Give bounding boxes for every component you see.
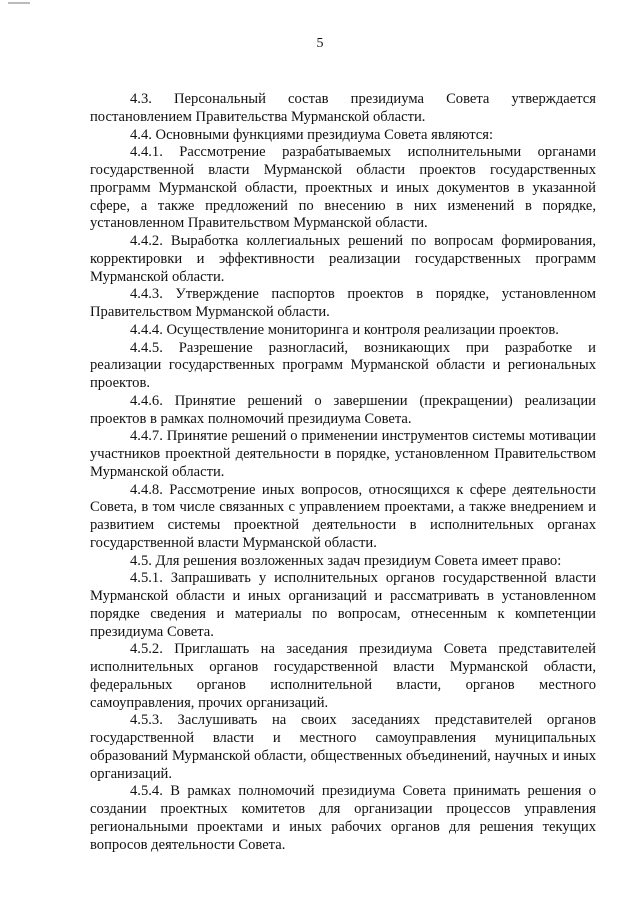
scan-artifact	[8, 2, 30, 4]
paragraph-4-4-1: 4.4.1. Рассмотрение разрабатываемых исполнительными органами государственной власти Мурманской области проектов государственных программ Мурманской области, проектных и иных документов в указанной сфере, а также предложений по внесению в них изменений в порядке, установленном Правительством Мурманской области.	[90, 144, 596, 232]
paragraph-4-4-5: 4.4.5. Разрешение разногласий, возникающих при разработке и реализации государственных программ Мурманской области и региональных проектов.	[90, 339, 596, 391]
paragraph-4-4-7: 4.4.7. Принятие решений о применении инструментов системы мотивации участников проектной деятельности в порядке, установленном Правительством Мурманской области.	[90, 428, 596, 480]
paragraph-4-5-1: 4.5.1. Запрашивать у исполнительных органов государственной власти Мурманской области и иных организаций и рассматривать в установленном порядке сведения и материалы по вопросам, отнесенным к компетенции президиума Совета.	[90, 570, 596, 640]
paragraph-4-4: 4.4. Основными функциями президиума Совета являются:	[130, 126, 494, 143]
page-number: 5	[316, 36, 324, 51]
paragraph-4-4-3: 4.4.3. Утверждение паспортов проектов в порядке, установленном Правительством Мурманской области.	[90, 286, 596, 320]
paragraph-4-4-6: 4.4.6. Принятие решений о завершении (прекращении) реализации проектов в рамках полномочий президиума Совета.	[90, 392, 596, 427]
paragraph-4-5-2: 4.5.2. Приглашать на заседания президиума Совета представителей исполнительных органов государственной власти Мурманской области, федеральных органов исполнительной власти, органов местного самоуправления, прочих организаций.	[90, 641, 596, 711]
paragraph-4-4-2: 4.4.2. Выработка коллегиальных решений по вопросам формирования, корректировки и эффективности реализации государственных программ Мурманской области.	[90, 233, 596, 285]
paragraph-4-5-3: 4.5.3. Заслушивать на своих заседаниях представителей органов государственной власти и местного самоуправления муниципальных образований Мурманской области, общественных объединений, научных и иных организаций.	[90, 712, 596, 782]
paragraph-4-4-8: 4.4.8. Рассмотрение иных вопросов, относящихся к сфере деятельности Совета, в том числе связанных с управлением проектами, а также внедрением и развитием системы проектной деятельности в исполнительных органах государственной власти Мурманской области.	[90, 481, 596, 551]
document-body	[90, 91, 596, 854]
paragraph-4-5-4: 4.5.4. В рамках полномочий президиума Совета принимать решения о создании проектных комитетов для организации процессов управления региональными проектами и иных рабочих органов для решения текущих вопросов деятельности Совета.	[90, 783, 596, 853]
paragraph-4-4-4: 4.4.4. Осуществление мониторинга и контроля реализации проектов.	[130, 321, 559, 338]
paragraph-4-3: 4.3. Персональный состав президиума Совета утверждается постановлением Правительства Мурманской области.	[90, 91, 596, 125]
paragraph-4-5: 4.5. Для решения возложенных задач президиум Совета имеет право:	[130, 552, 562, 569]
